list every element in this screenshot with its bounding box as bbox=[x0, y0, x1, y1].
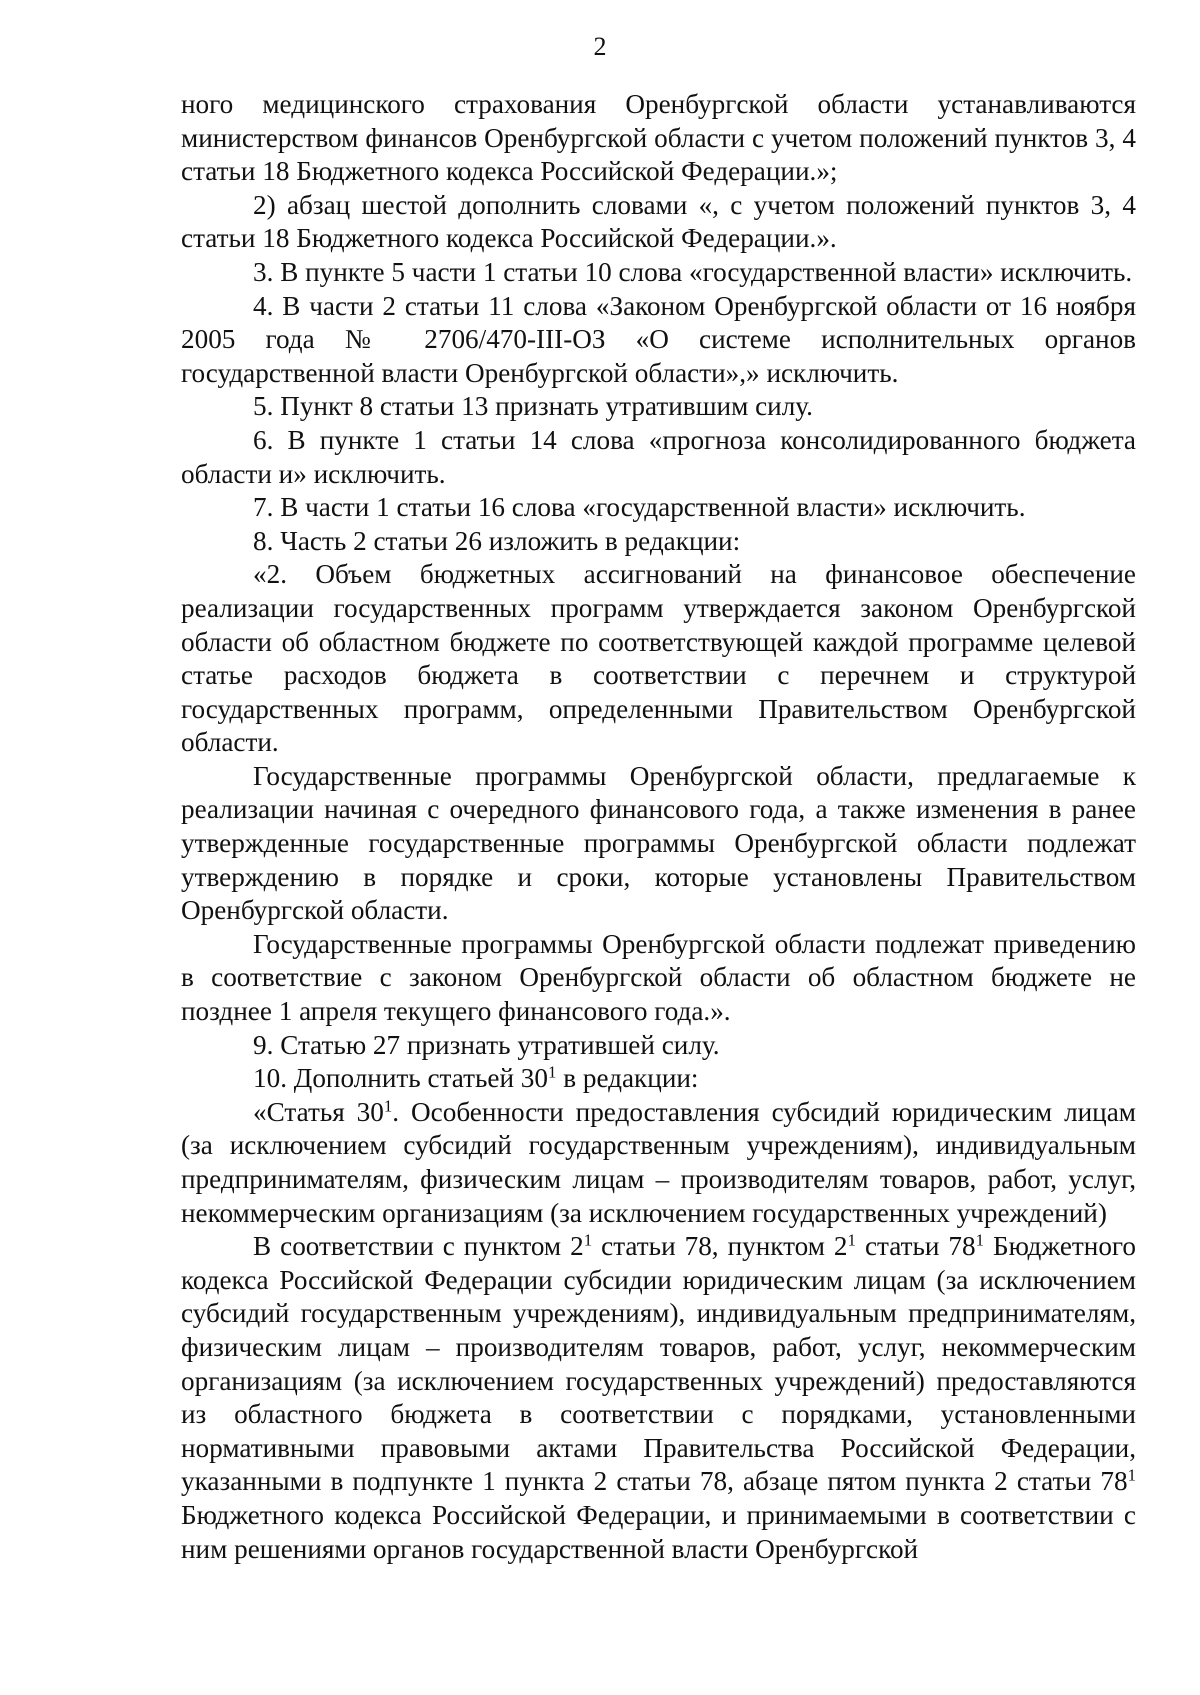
paragraph: 6. В пункте 1 статьи 14 слова «прогноза консолидированного бюджета области и» исключить. bbox=[181, 424, 1136, 489]
superscript: 1 bbox=[847, 1230, 856, 1250]
paragraph: «2. Объем бюджетных ассигнований на финансовое обеспечение реализации государственных программ утверждается законом Оренбургской области об областном бюджете по соответствующей каждой программе целевой статье расходов бюджета в соответствии с перечнем и структурой государственных программ, определенными Правительством Оренбургской области. bbox=[181, 559, 1136, 758]
paragraph: 5. Пункт 8 статьи 13 признать утратившим силу. bbox=[253, 391, 813, 422]
superscript: 1 bbox=[383, 1096, 393, 1116]
paragraph: 3. В пункте 5 части 1 статьи 10 слова «государственной власти» исключить. bbox=[253, 256, 1133, 287]
superscript: 1 bbox=[1127, 1466, 1136, 1486]
paragraph: 2) абзац шестой дополнить словами «, с учетом положений пунктов 3, 4 статьи 18 Бюджетного кодекса Российской Федерации.». bbox=[181, 189, 1136, 254]
paragraph: Государственные программы Оренбургской области подлежат приведению в соответствие с законом Оренбургской области об областном бюджете не позднее 1 апреля текущего финансового года.». bbox=[181, 928, 1136, 1027]
paragraph: 4. В части 2 статьи 11 слова «Законом Оренбургской области от 16 ноября 2005 года № 2706/470-III-ОЗ «О системе исполнительных органов государственной власти Оренбургской области»,» исключить. bbox=[181, 290, 1136, 388]
text-segment: В соответствии с пунктом 2 bbox=[253, 1231, 584, 1262]
paragraph bbox=[181, 1062, 1136, 1096]
document-body bbox=[181, 88, 1136, 1566]
paragraph bbox=[181, 1096, 1136, 1230]
text-segment: в редакции: bbox=[556, 1063, 699, 1094]
paragraph bbox=[181, 1230, 1136, 1566]
text-segment: статьи 78, пунктом 2 bbox=[592, 1231, 848, 1262]
page-number: 2 bbox=[593, 32, 607, 61]
paragraph: 7. В части 1 статьи 16 слова «государственной власти» исключить. bbox=[253, 492, 1026, 523]
text-segment: 10. Дополнить статьей 30 bbox=[253, 1063, 548, 1094]
superscript: 1 bbox=[975, 1230, 985, 1250]
paragraph: ного медицинского страхования Оренбургской области устанавливаются министерством финансов Оренбургской области с учетом положений пунктов 3, 4 статьи 18 Бюджетного кодекса Российской Федерации.»; bbox=[181, 89, 1136, 187]
paragraph: 9. Статью 27 признать утратившей силу. bbox=[253, 1029, 720, 1060]
paragraph: 8. Часть 2 статьи 26 изложить в редакции: bbox=[253, 525, 741, 556]
text-segment: Бюджетного кодекса Российской Федерации, и принимаемыми в соответствии с ним решениями органов государственной власти Оренбургской bbox=[181, 1499, 1136, 1564]
text-segment: статьи 78 bbox=[855, 1231, 976, 1262]
superscript: 1 bbox=[547, 1062, 557, 1082]
text-segment: «Статья 30 bbox=[253, 1096, 384, 1127]
paragraph: Государственные программы Оренбургской области, предлагаемые к реализации начиная с очередного финансового года, а также изменения в ранее утвержденные государственные программы Оренбургской области подлежат утверждению в порядке и сроки, которые установлены Правительством Оренбургской области. bbox=[181, 760, 1136, 926]
text-segment: . Особенности предоставления субсидий юридическим лицам (за исключением субсидий государственным учреждениям), индивидуальным предпринимателям, физическим лицам – производителям товаров, работ, услуг, некоммерческим организациям (за исключением государственных учреждений) bbox=[181, 1096, 1137, 1228]
text-segment: Бюджетного кодекса Российской Федерации субсидии юридическим лицам (за исключением субсидий государственным учреждениям), индивидуальным предпринимателям, физическим лицам – производителям товаров, работ, услуг, некоммерческим организациям (за исключением государственных учреждений) предоставляются из областного бюджета в соответствии с порядками, установленными нормативными правовыми актами Правительства Российской Федерации, указанными в подпункте 1 пункта 2 статьи 78, абзаце пятом пункта 2 статьи 78 bbox=[181, 1231, 1136, 1497]
superscript: 1 bbox=[583, 1230, 593, 1250]
